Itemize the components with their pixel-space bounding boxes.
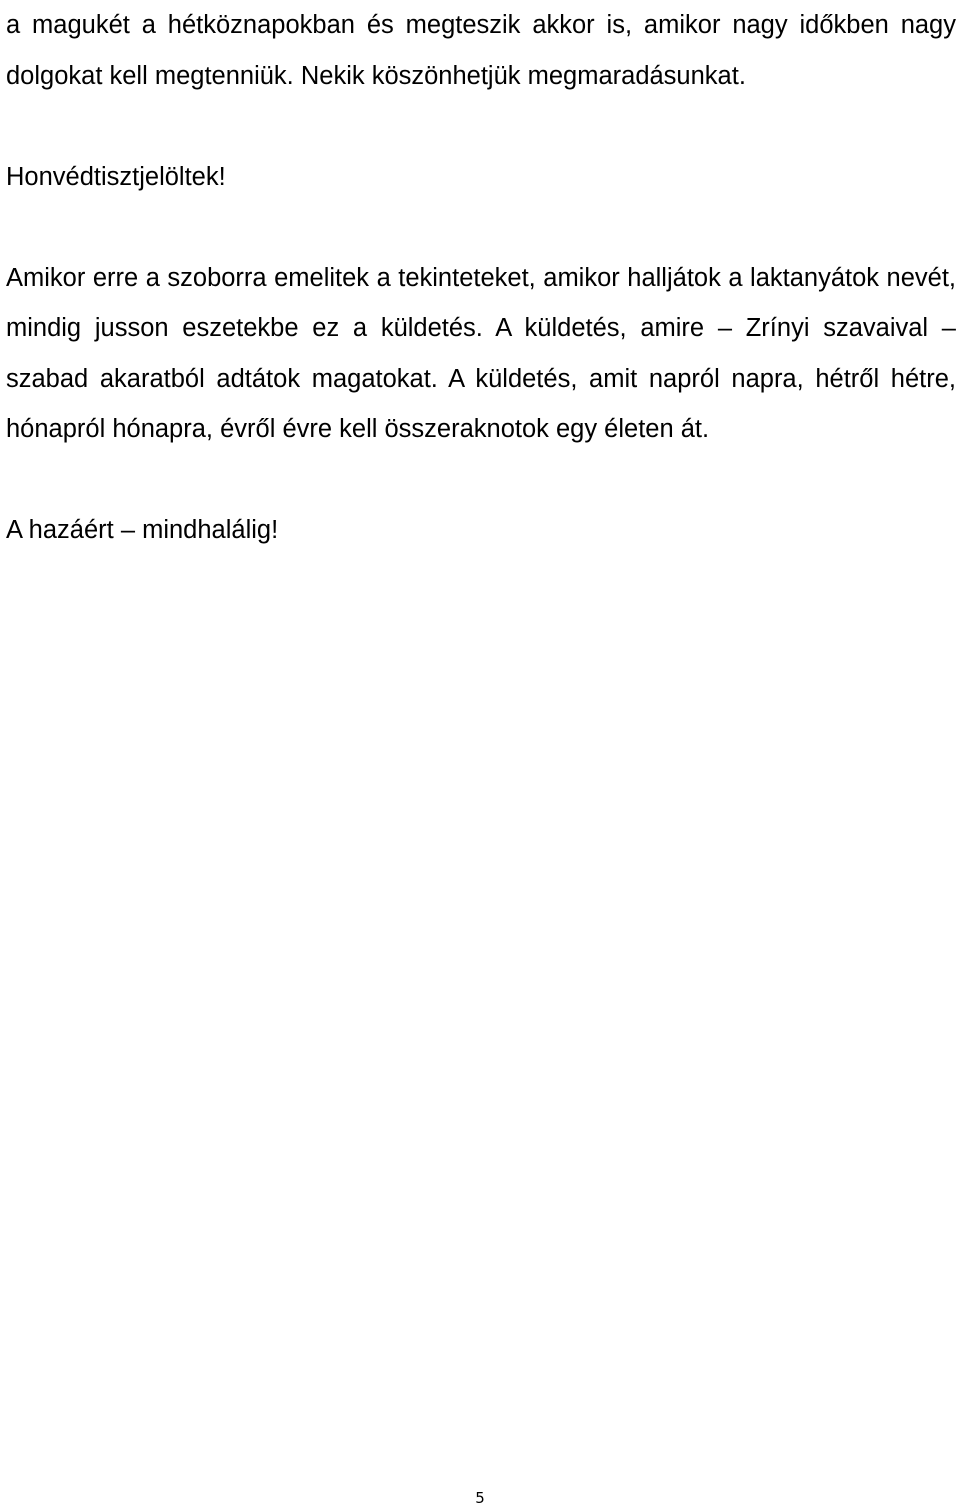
page-number: 5 [475,1489,485,1507]
document-body [6,0,956,556]
paragraph-motto: A hazáért – mindhalálig! [6,516,279,544]
paragraph-mission: Amikor erre a szoborra emelitek a tekinteteket, amikor halljátok a laktanyátok nevét, mindig jusson eszetekbe ez a küldetés. A küldetés, amire – Zrínyi szavaival – szabad akaratból adtátok magatokat. A küldetés, amit napról napra, hétről hétre, hónapról hónapra, évről évre kell összeraknotok egy életen át. [6,263,956,443]
paragraph-closing-sentence: a magukét a hétköznapokban és megteszik akkor is, amikor nagy időkben nagy dolgokat kell megtenniük. Nekik köszönhetjük megmaradásunkat. [6,11,956,90]
paragraph-address: Honvédtisztjelöltek! [6,162,226,191]
